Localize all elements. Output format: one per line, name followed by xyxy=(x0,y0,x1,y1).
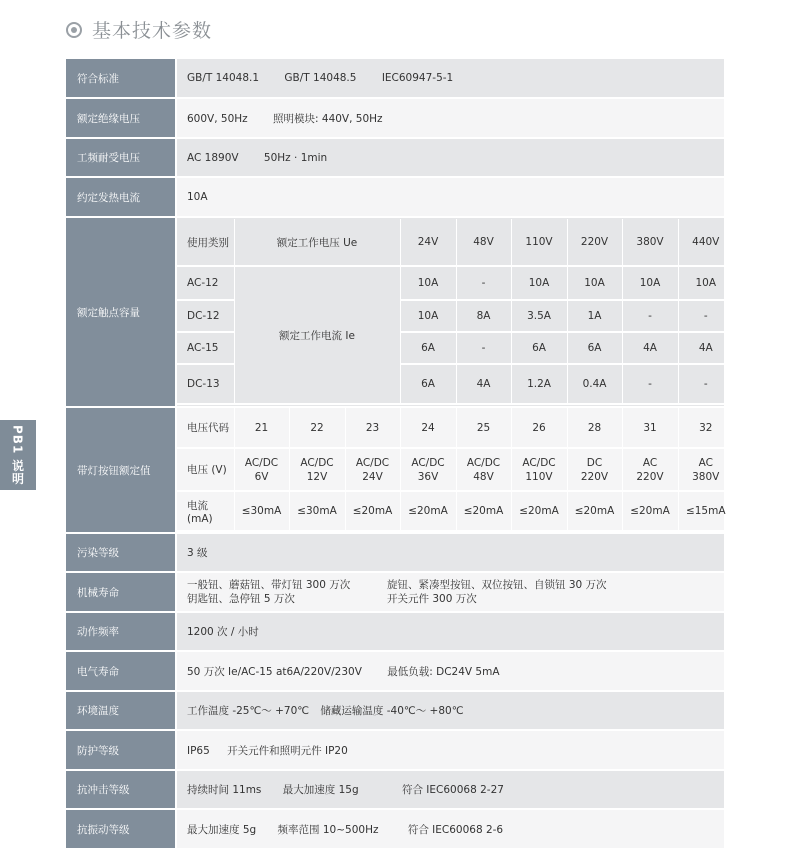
code-cell: 25 xyxy=(456,408,511,448)
value-text: 最低负载: DC24V 5mA xyxy=(387,665,500,678)
row-label: 额定绝缘电压 xyxy=(66,98,176,138)
current-cell: ≤20mA xyxy=(400,491,456,531)
lamp-rating-table xyxy=(177,408,733,532)
value-cell: 4A xyxy=(622,332,678,364)
header-category: 使用类别 xyxy=(177,219,234,266)
row-mech-life xyxy=(66,572,724,612)
row-label: 抗振动等级 xyxy=(66,809,176,849)
row-lamp-rating xyxy=(66,407,724,533)
code-cell: 24 xyxy=(400,408,456,448)
value-text: 频率范围 10~500Hz xyxy=(277,823,379,836)
value-cell: 10A xyxy=(400,300,456,332)
category-cell: AC-15 xyxy=(177,332,234,364)
voltage-cell: AC 380V xyxy=(678,448,733,491)
row-standard xyxy=(66,59,724,98)
voltage-header: 220V xyxy=(567,219,622,266)
code-cell: 31 xyxy=(622,408,678,448)
value-cell: 4A xyxy=(678,332,733,364)
voltage-header: 48V xyxy=(456,219,511,266)
row-thermal xyxy=(66,177,724,217)
current-cell: ≤20mA xyxy=(567,491,622,531)
value-cell: - xyxy=(456,266,511,300)
value-text: 钥匙钮、急停钮 5 万次 xyxy=(187,593,295,605)
voltage-cell: AC 220V xyxy=(622,448,678,491)
lamp-rating-table-cell xyxy=(176,407,724,533)
value-cell: 6A xyxy=(400,332,456,364)
code-cell: 23 xyxy=(345,408,400,448)
value-cell: 10A xyxy=(511,266,567,300)
row-label: 额定触点容量 xyxy=(66,217,176,407)
value-text: 600V, 50Hz xyxy=(187,112,248,125)
row-value xyxy=(176,138,724,177)
row-value: 1200 次 / 小时 xyxy=(176,612,724,651)
row-label: 电气寿命 xyxy=(66,651,176,691)
voltage-cell: AC/DC 36V xyxy=(400,448,456,491)
value-cell: - xyxy=(622,364,678,404)
value-text: 储藏运输温度 -40℃～ +80℃ xyxy=(320,705,464,717)
value-text: 持续时间 11ms xyxy=(187,784,262,796)
current-cell: ≤20mA xyxy=(456,491,511,531)
value-text: 符合 IEC60068 2-27 xyxy=(401,784,504,796)
code-cell: 32 xyxy=(678,408,733,448)
value-cell: 1.2A xyxy=(511,364,567,404)
row-label: 带灯按钮额定值 xyxy=(66,407,176,533)
current-cell: ≤15mA xyxy=(678,491,733,531)
header-ie: 额定工作电流 Ie xyxy=(234,266,400,404)
value-text: 最大加速度 15g xyxy=(282,784,359,796)
value-text: 50Hz · 1min xyxy=(263,151,328,164)
current-cell: ≤30mA xyxy=(289,491,345,531)
row-label: 防护等级 xyxy=(66,730,176,770)
voltage-header: 110V xyxy=(511,219,567,266)
row-value xyxy=(176,651,724,691)
category-cell: DC-13 xyxy=(177,364,234,404)
row-label: 抗冲击等级 xyxy=(66,770,176,809)
code-cell: 21 xyxy=(234,408,289,448)
current-cell: ≤20mA xyxy=(345,491,400,531)
row-value xyxy=(176,98,724,138)
row-label: 动作频率 xyxy=(66,612,176,651)
current-cell: ≤20mA xyxy=(622,491,678,531)
value-text: GB/T 14048.5 xyxy=(284,72,357,84)
current-cell: ≤30mA xyxy=(234,491,289,531)
voltage-cell: DC 220V xyxy=(567,448,622,491)
value-text: IEC60947-5-1 xyxy=(381,72,454,84)
voltage-cell: AC/DC 24V xyxy=(345,448,400,491)
row-value xyxy=(176,572,724,612)
voltage-cell: AC/DC 6V xyxy=(234,448,289,491)
row-value xyxy=(176,809,724,849)
double-circle-icon xyxy=(66,22,82,38)
row-value xyxy=(176,59,724,98)
contact-capacity-table xyxy=(177,219,733,405)
value-cell: 6A xyxy=(567,332,622,364)
table-row xyxy=(177,408,733,448)
code-label: 电压代码 xyxy=(177,408,234,448)
row-vibration xyxy=(66,809,724,849)
header-ue: 额定工作电压 Ue xyxy=(234,219,400,266)
row-label: 机械寿命 xyxy=(66,572,176,612)
value-text: 符合 IEC60068 2-6 xyxy=(407,823,504,836)
value-text: 开关元件 300 万次 xyxy=(387,593,477,605)
side-tab-label: PB1 说明 xyxy=(10,424,25,486)
voltage-cell: AC/DC 12V xyxy=(289,448,345,491)
value-text: AC 1890V xyxy=(187,151,239,164)
row-temperature xyxy=(66,691,724,730)
value-text: 工作温度 -25℃～ +70℃ xyxy=(187,705,310,717)
value-cell: 1A xyxy=(567,300,622,332)
value-cell: 4A xyxy=(456,364,511,404)
page-title-text: 基本技术参数 xyxy=(92,20,213,42)
row-label: 污染等级 xyxy=(66,533,176,572)
value-cell: 0.4A xyxy=(567,364,622,404)
value-cell: 6A xyxy=(400,364,456,404)
table-row xyxy=(177,491,733,531)
row-value xyxy=(176,691,724,730)
value-cell: 10A xyxy=(567,266,622,300)
value-cell: 10A xyxy=(678,266,733,300)
voltage-header: 440V xyxy=(678,219,733,266)
voltage-cell: AC/DC 110V xyxy=(511,448,567,491)
voltage-label: 电压 (V) xyxy=(177,448,234,491)
value-text: 开关元件和照明元件 IP20 xyxy=(227,744,348,757)
table-row xyxy=(177,266,733,300)
row-contact-capacity xyxy=(66,217,724,407)
row-value xyxy=(176,770,724,809)
row-value: 10A xyxy=(176,177,724,217)
category-cell: AC-12 xyxy=(177,266,234,300)
value-cell: 3.5A xyxy=(511,300,567,332)
value-text: 照明模块: 440V, 50Hz xyxy=(273,112,383,125)
row-value xyxy=(176,730,724,770)
current-cell: ≤20mA xyxy=(511,491,567,531)
row-withstand xyxy=(66,138,724,177)
row-label: 约定发热电流 xyxy=(66,177,176,217)
value-cell: 6A xyxy=(511,332,567,364)
side-tab[interactable] xyxy=(0,420,36,490)
row-value: 3 级 xyxy=(176,533,724,572)
row-pollution xyxy=(66,533,724,572)
value-text: 最大加速度 5g xyxy=(187,823,257,836)
row-insulation xyxy=(66,98,724,138)
value-cell: - xyxy=(678,364,733,404)
voltage-header: 24V xyxy=(400,219,456,266)
value-text: GB/T 14048.1 xyxy=(187,72,260,84)
value-cell: 10A xyxy=(622,266,678,300)
voltage-cell: AC/DC 48V xyxy=(456,448,511,491)
row-label: 符合标准 xyxy=(66,59,176,98)
code-cell: 28 xyxy=(567,408,622,448)
code-cell: 26 xyxy=(511,408,567,448)
value-text: 50 万次 Ie/AC-15 at6A/220V/230V xyxy=(187,665,362,678)
row-shock xyxy=(66,770,724,809)
voltage-header: 380V xyxy=(622,219,678,266)
value-cell: - xyxy=(678,300,733,332)
table-row xyxy=(177,448,733,491)
value-cell: - xyxy=(456,332,511,364)
spec-table xyxy=(66,59,724,850)
value-cell: 8A xyxy=(456,300,511,332)
value-cell: - xyxy=(622,300,678,332)
row-elec-life xyxy=(66,651,724,691)
row-label: 工频耐受电压 xyxy=(66,138,176,177)
row-label: 环境温度 xyxy=(66,691,176,730)
value-text: 旋钮、紧凑型按钮、双位按钮、自锁钮 30 万次 xyxy=(387,579,607,591)
value-text: 一般钮、蘑菇钮、带灯钮 300 万次 xyxy=(187,579,351,591)
value-cell: 10A xyxy=(400,266,456,300)
current-label: 电流 (mA) xyxy=(177,491,234,531)
row-protection xyxy=(66,730,724,770)
category-cell: DC-12 xyxy=(177,300,234,332)
code-cell: 22 xyxy=(289,408,345,448)
contact-capacity-table-cell xyxy=(176,217,724,407)
value-text: IP65 xyxy=(187,744,210,757)
row-frequency xyxy=(66,612,724,651)
page-title xyxy=(66,16,212,43)
